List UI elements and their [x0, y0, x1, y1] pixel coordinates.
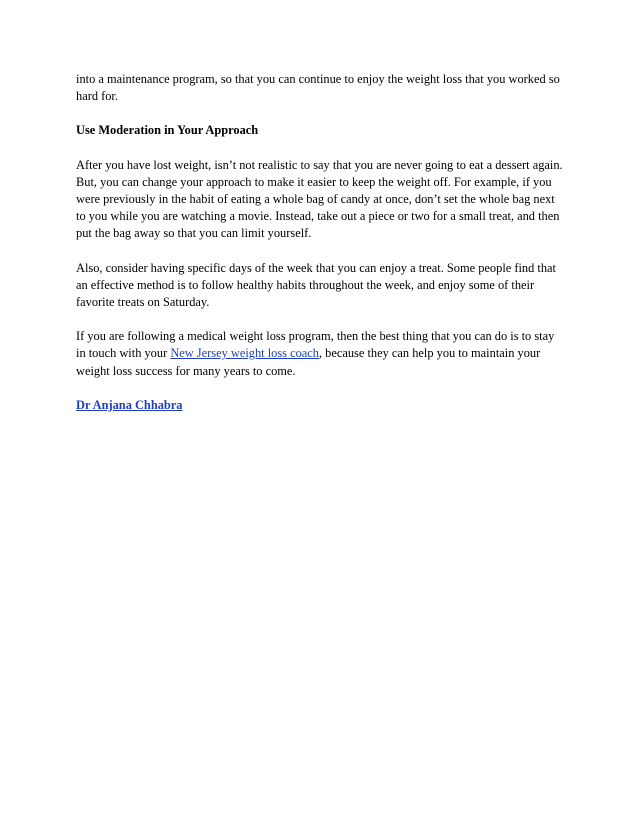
moderation-paragraph: After you have lost weight, isn’t not realistic to say that you are never going to eat a dessert again. But, you can change your approach to make it easier to keep the weight off. For example, if you were previously in the habit of eating a whole bag of candy at once, don’t set the whole bag next to you while you are watching a movie. Instead, take out a piece or two for a small treat, and then put the bag away so that you can limit yourself. [76, 157, 563, 241]
author-signature-link[interactable]: Dr Anjana Chhabra [76, 397, 183, 412]
program-text-before: If you are following a medical weight loss program, then the best thing that you can do is to stay in touch with your [76, 329, 555, 361]
program-text-after: , because they can help you to maintain your weight loss success for many years to come. [76, 346, 541, 378]
weight-loss-coach-link[interactable]: New Jersey weight loss coach [170, 346, 319, 361]
signature-paragraph [76, 397, 566, 414]
section-heading: Use Moderation in Your Approach [76, 123, 259, 138]
intro-paragraph: into a maintenance program, so that you can continue to enjoy the weight loss that you worked so hard for. [76, 72, 560, 104]
document-page [76, 71, 566, 431]
treat-days-paragraph: Also, consider having specific days of the week that you can enjoy a treat. Some people find that an effective method is to follow healthy habits throughout the week, and enjoy some of their favorite treats on Saturday. [76, 260, 556, 310]
program-paragraph [76, 328, 566, 380]
